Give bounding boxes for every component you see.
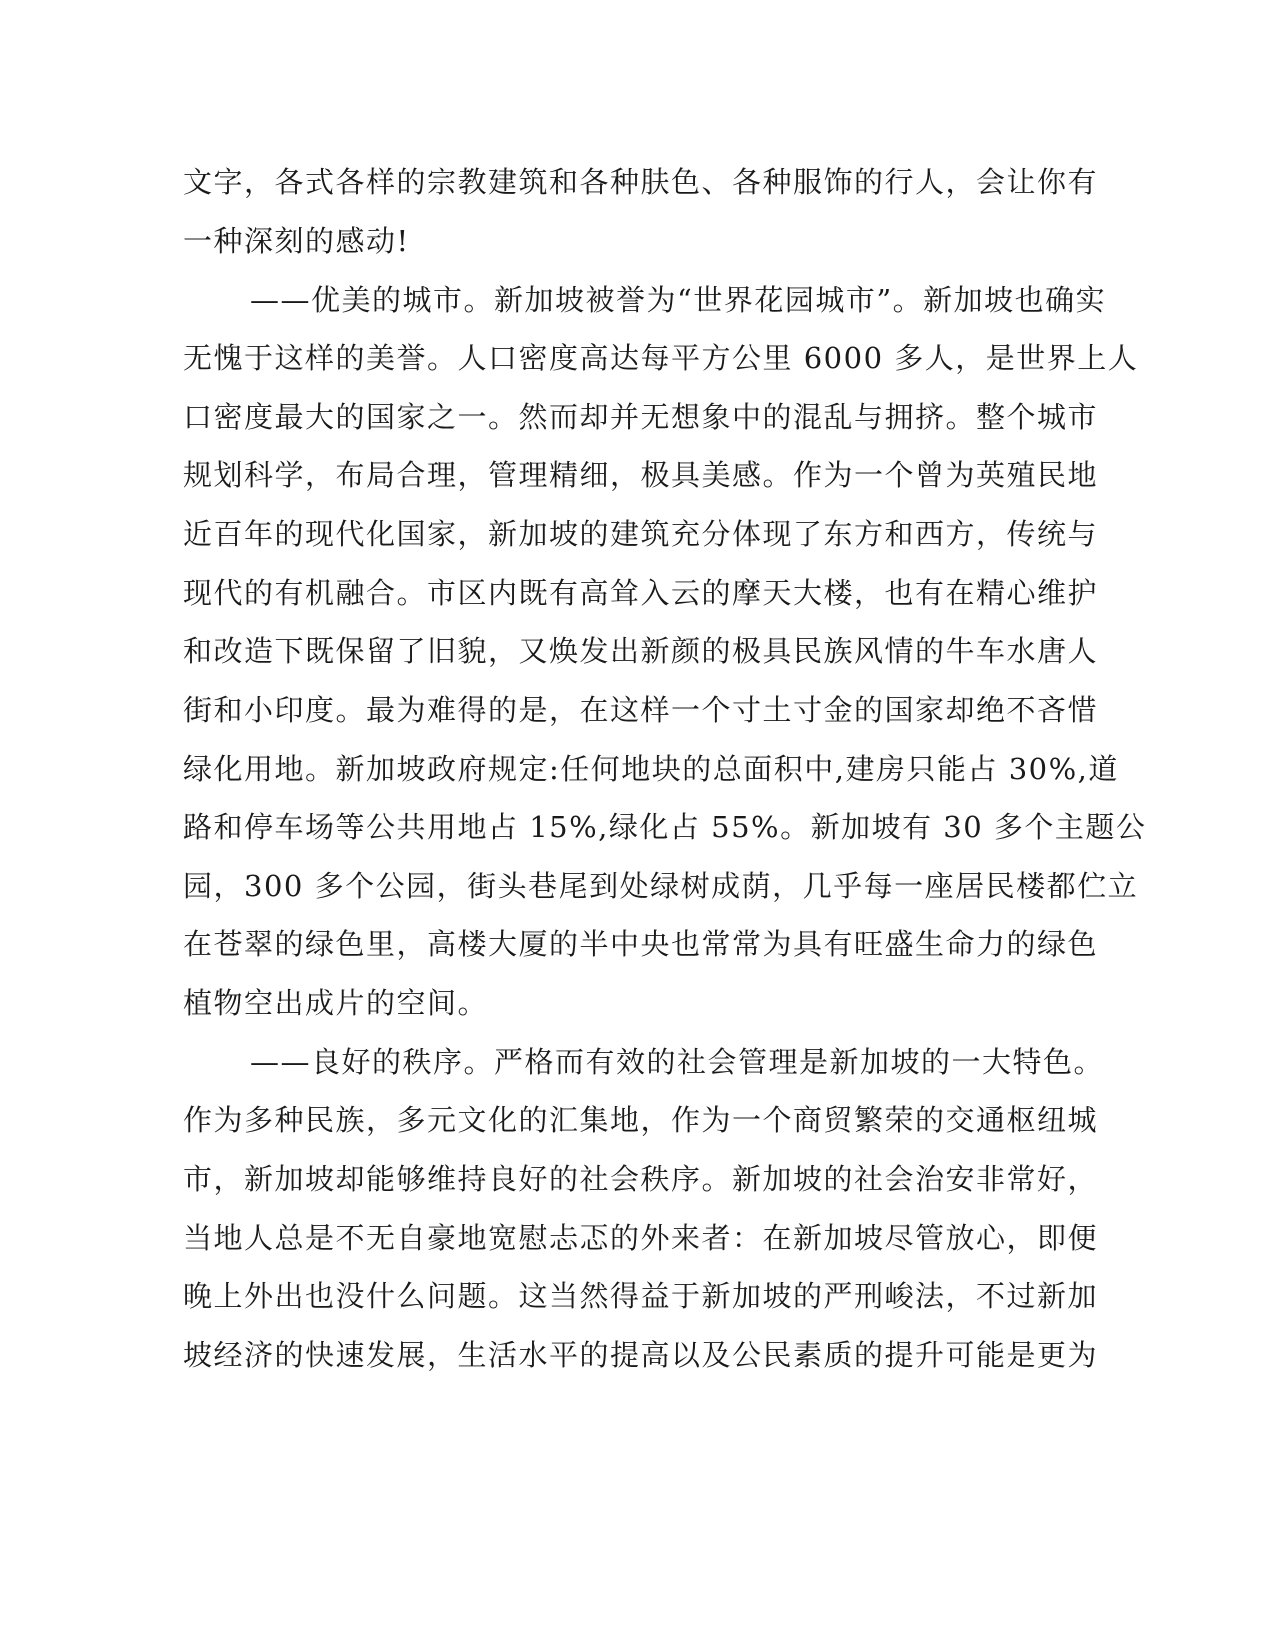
text-line: 口密度最大的国家之一。然而却并无想象中的混乱与拥挤。整个城市 — [183, 400, 1099, 434]
text-line: 当地人总是不无自豪地宽慰忐忑的外来者：在新加坡尽管放心，即便 — [183, 1221, 1099, 1255]
text-line: 无愧于这样的美誉。人口密度高达每平方公里 6000 多人，是世界上人 — [183, 341, 1139, 375]
text-line: 作为多种民族，多元文化的汇集地，作为一个商贸繁荣的交通枢纽城 — [183, 1103, 1099, 1137]
text-line: 文字，各式各样的宗教建筑和各种肤色、各种服饰的行人，会让你有 — [183, 165, 1099, 199]
text-line: 园，300 多个公园，街头巷尾到处绿树成荫，几乎每一座居民楼都伫立 — [183, 869, 1139, 903]
text-line: 在苍翠的绿色里，高楼大厦的半中央也常常为具有旺盛生命力的绿色 — [183, 927, 1099, 961]
text-line: 近百年的现代化国家，新加坡的建筑充分体现了东方和西方，传统与 — [183, 517, 1099, 551]
text-line: 一种深刻的感动! — [183, 224, 410, 258]
text-line: 路和停车场等公共用地占 15%,绿化占 55%。新加坡有 30 多个主题公 — [183, 810, 1147, 844]
text-line: 街和小印度。最为难得的是，在这样一个寸土寸金的国家却绝不吝惜 — [183, 693, 1099, 727]
text-line: 现代的有机融合。市区内既有高耸入云的摩天大楼，也有在精心维护 — [183, 576, 1099, 610]
text-line: 规划科学，布局合理，管理精细，极具美感。作为一个曾为英殖民地 — [183, 458, 1099, 492]
text-line: 绿化用地。新加坡政府规定:任何地块的总面积中,建房只能占 30%,道 — [183, 752, 1119, 786]
text-line: 晚上外出也没什么问题。这当然得益于新加坡的严刑峻法，不过新加 — [183, 1279, 1099, 1313]
paragraph-start-line: ——良好的秩序。严格而有效的社会管理是新加坡的一大特色。 — [250, 1045, 1105, 1079]
text-line: 市，新加坡却能够维持良好的社会秩序。新加坡的社会治安非常好， — [183, 1162, 1099, 1196]
text-line: 坡经济的快速发展，生活水平的提高以及公民素质的提升可能是更为 — [183, 1338, 1099, 1372]
paragraph-start-line: ——优美的城市。新加坡被誉为“世界花园城市”。新加坡也确实 — [250, 283, 1107, 317]
text-line: 植物空出成片的空间。 — [183, 986, 489, 1020]
text-line: 和改造下既保留了旧貌，又焕发出新颜的极具民族风情的牛车水唐人 — [183, 634, 1099, 668]
